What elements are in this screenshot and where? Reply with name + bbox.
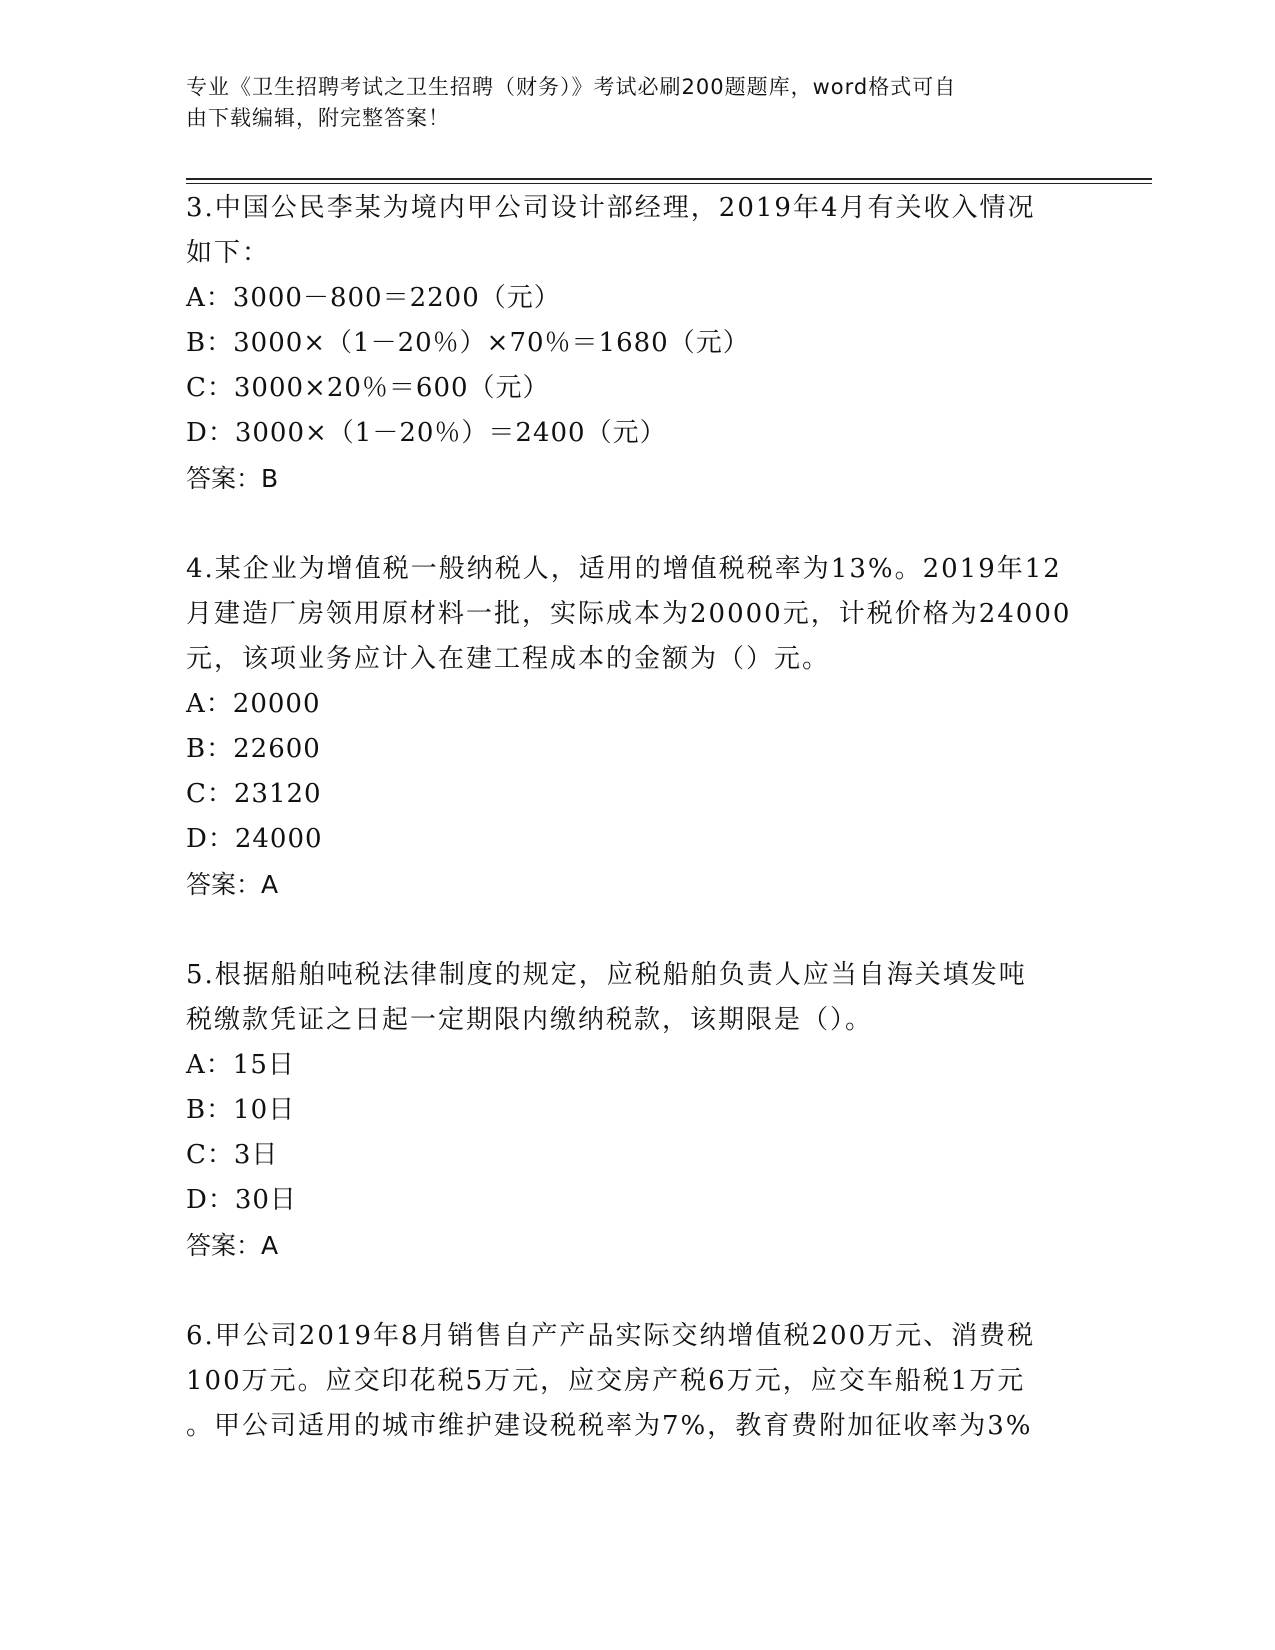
question-3 — [186, 186, 1086, 501]
question-spacer — [186, 501, 1086, 547]
option-a: A：15日 — [186, 1050, 295, 1080]
question-stem-line: 4.某企业为增值税一般纳税人，适用的增值税税率为13%。2019年12 — [186, 554, 1062, 584]
question-6 — [186, 1314, 1086, 1449]
question-list — [186, 186, 1086, 1449]
question-stem-line: 5.根据船舶吨税法律制度的规定，应税船舶负责人应当自海关填发吨 — [186, 960, 1027, 990]
question-stem-line: 税缴款凭证之日起一定期限内缴纳税款，该期限是（）。 — [186, 1005, 874, 1035]
header-divider-thick — [186, 178, 1152, 180]
option-d: D：3000×（1－20％）＝2400（元） — [186, 418, 667, 448]
question-stem-line: 3.中国公民李某为境内甲公司设计部经理，2019年4月有关收入情况 — [186, 193, 1036, 223]
answer-line: 答案：A — [186, 1231, 279, 1260]
question-stem-line: 如下： — [186, 238, 271, 268]
question-stem-line: 6.甲公司2019年8月销售自产产品实际交纳增值税200万元、消费税 — [186, 1321, 1036, 1351]
header-divider-thin — [186, 183, 1152, 184]
header-line-2: 由下载编辑，附完整答案！ — [186, 106, 450, 130]
option-c: C：3000×20％＝600（元） — [186, 373, 550, 403]
option-d: D：30日 — [186, 1185, 297, 1215]
option-a: A：3000－800＝2200（元） — [186, 283, 561, 313]
document-header — [186, 72, 1066, 134]
answer-line: 答案：B — [186, 464, 279, 493]
question-stem-line: 。甲公司适用的城市维护建设税税率为7%，教育费附加征收率为3% — [186, 1411, 1033, 1441]
question-5 — [186, 953, 1086, 1268]
header-line-1: 专业《卫生招聘考试之卫生招聘（财务）》考试必刷200题题库，word格式可自 — [186, 75, 957, 99]
answer-line: 答案：A — [186, 870, 279, 899]
question-spacer — [186, 907, 1086, 953]
option-b: B：22600 — [186, 734, 321, 764]
option-c: C：3日 — [186, 1140, 279, 1170]
question-stem-line: 100万元。应交印花税5万元，应交房产税6万元，应交车船税1万元 — [186, 1366, 1026, 1396]
question-4 — [186, 547, 1086, 907]
question-spacer — [186, 1268, 1086, 1314]
option-b: B：3000×（1－20％）×70％＝1680（元） — [186, 328, 750, 358]
option-c: C：23120 — [186, 779, 322, 809]
option-a: A：20000 — [186, 689, 321, 719]
option-b: B：10日 — [186, 1095, 296, 1125]
question-stem-line: 月建造厂房领用原材料一批，实际成本为20000元，计税价格为24000 — [186, 599, 1072, 629]
question-stem-line: 元，该项业务应计入在建工程成本的金额为（）元。 — [186, 644, 831, 674]
option-d: D：24000 — [186, 824, 323, 854]
